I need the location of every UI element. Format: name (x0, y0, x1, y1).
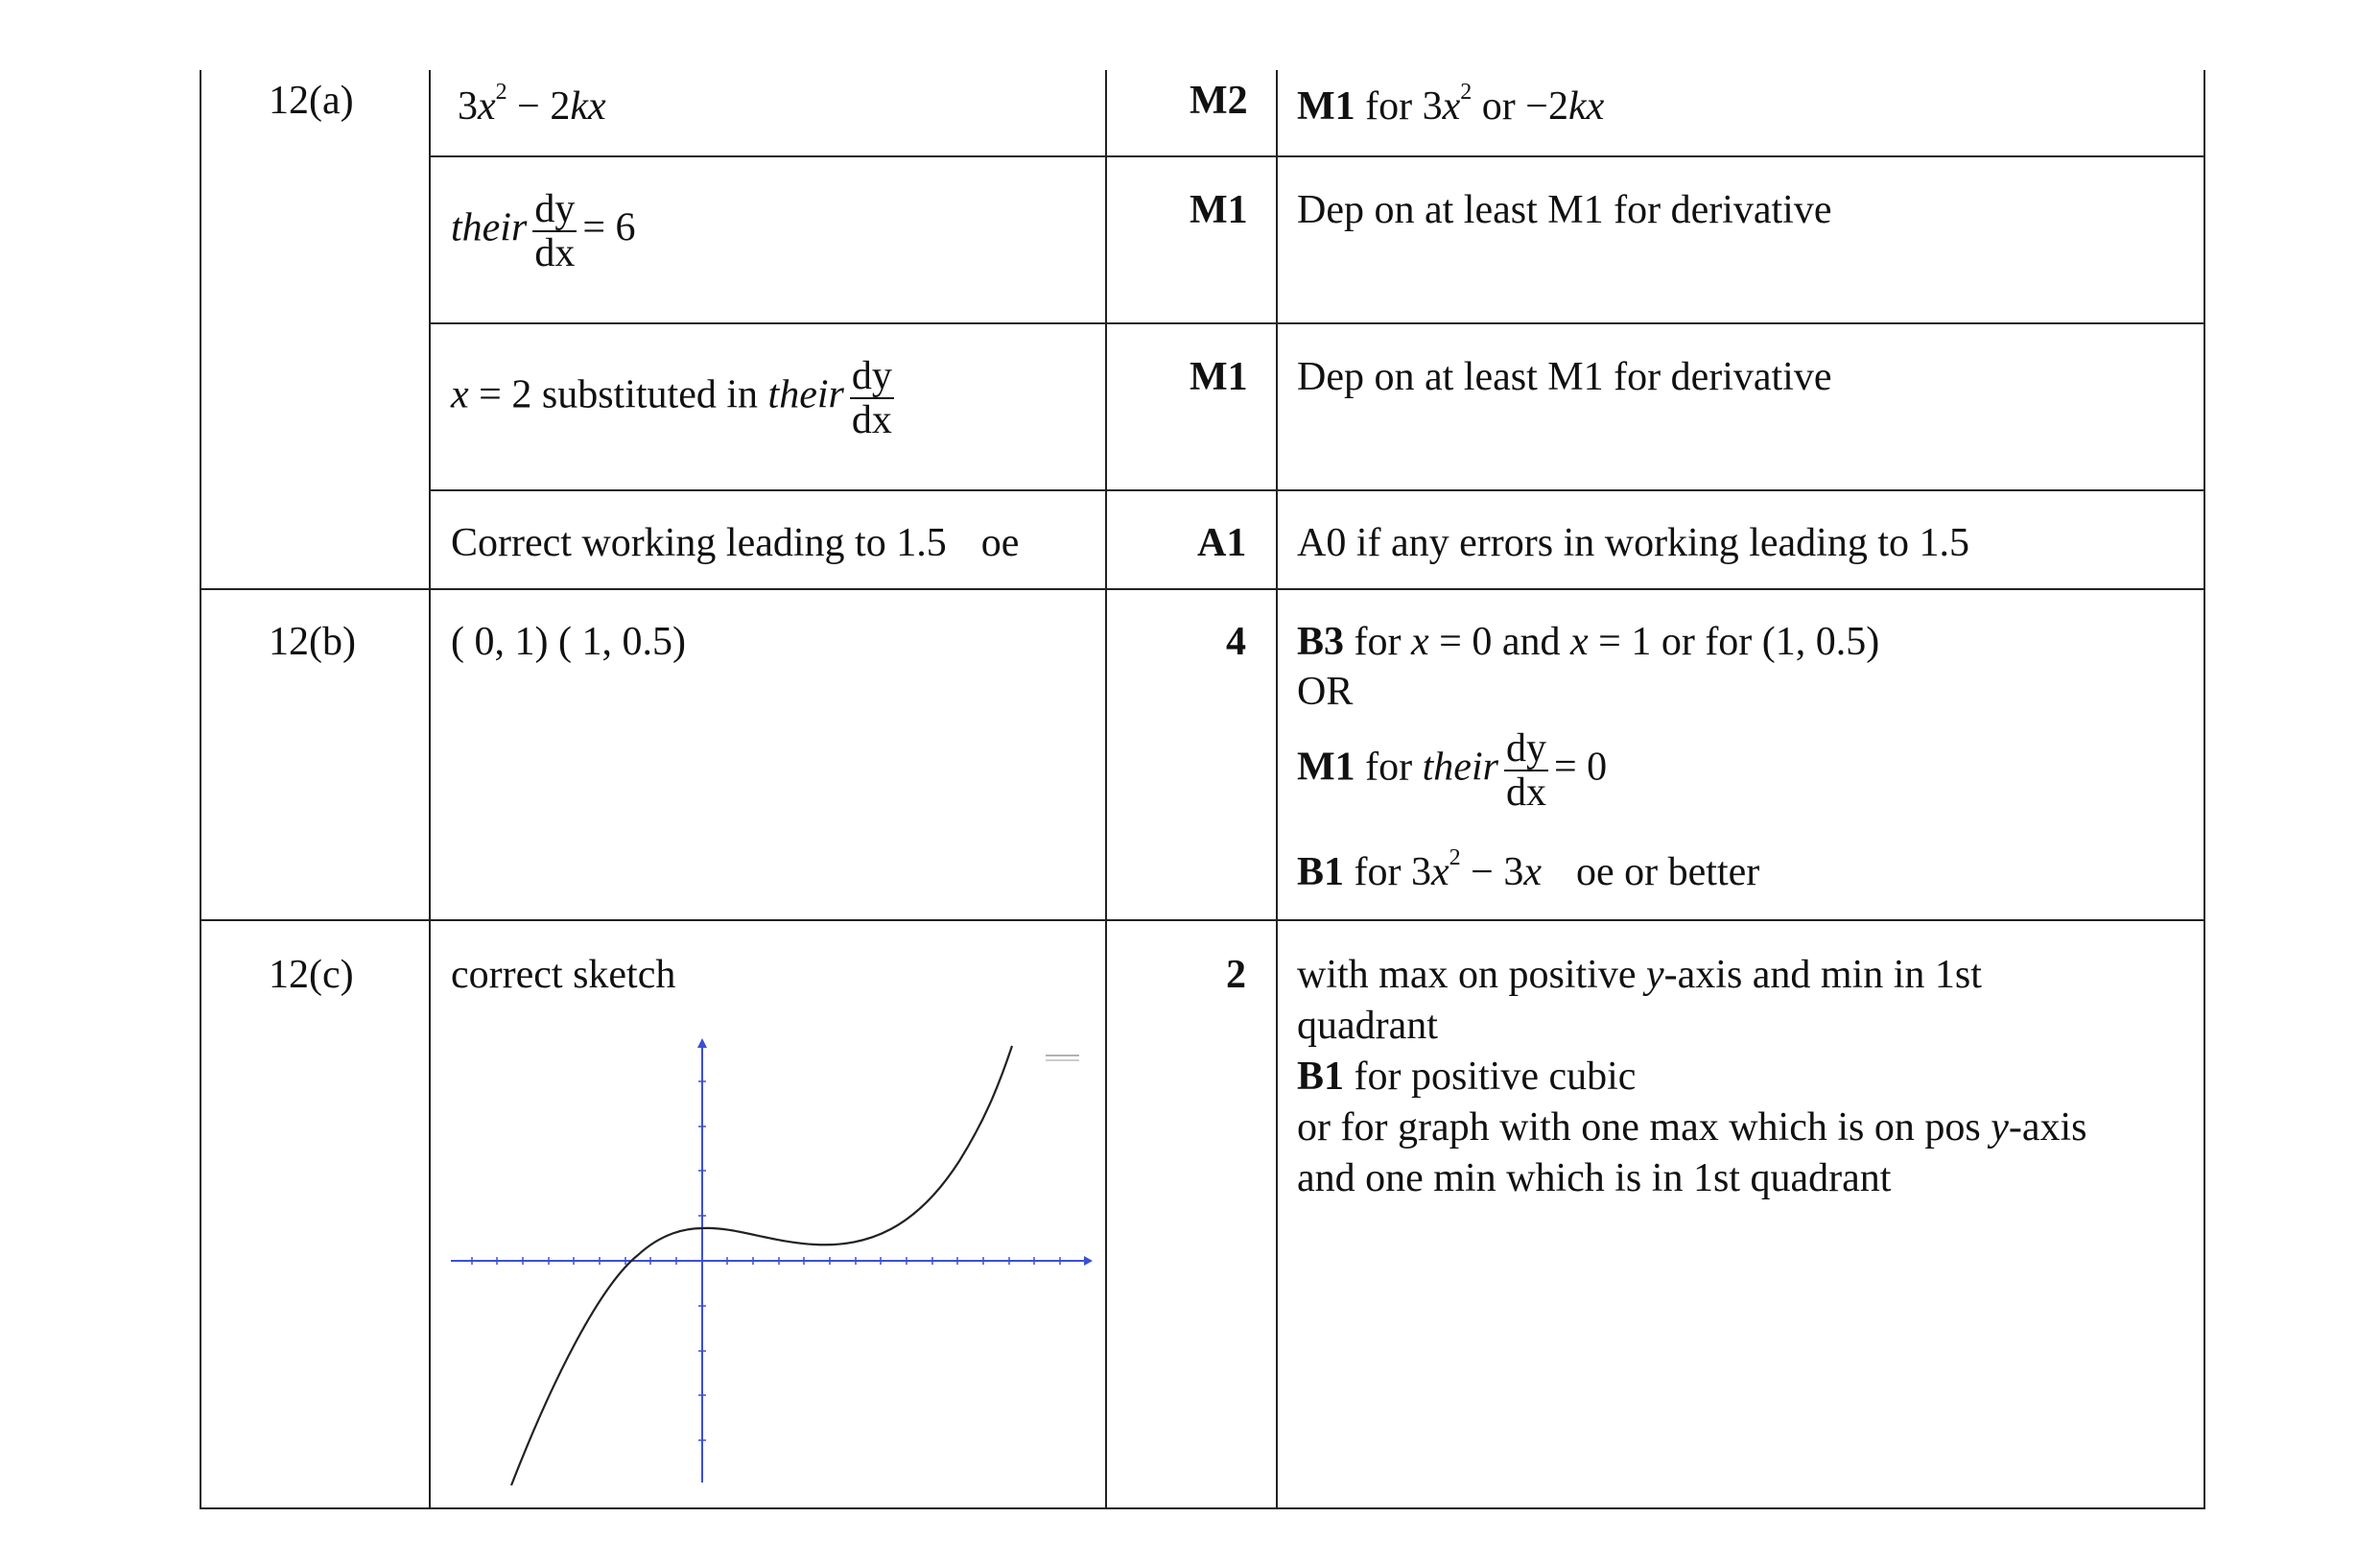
mark-cell: 4 (1226, 620, 1246, 664)
guidance-line: with max on positive y-axis and min in 1st (1297, 953, 1982, 997)
answer-cell: correct sketch (451, 953, 676, 997)
answer-cell: x = 2 substituted in their $\frac{dy}{dx}$ (451, 354, 892, 443)
guidance-line: quadrant (1297, 1004, 1438, 1048)
grid-line (429, 70, 431, 1509)
mark-cell: M1 (1190, 355, 1248, 399)
grid-line (200, 70, 201, 1509)
grid-line (429, 489, 2205, 491)
guidance-cell: A0 if any errors in working leading to 1.5 (1297, 521, 1970, 565)
guidance-line: OR (1297, 670, 1354, 714)
guidance-line: or for graph with one max which is on pos y-axis (1297, 1105, 2087, 1150)
guidance-line: B3 for x = 0 and x = 1 or for (1, 0.5) (1297, 620, 1880, 664)
answer-cell: Correct working leading to 1.5 oe (451, 521, 1020, 565)
derivative-fraction: $\frac{dy}{dx}$ (1505, 726, 1546, 816)
guidance-line: M1 for their $\frac{dy}{dx}$ = 0 (1297, 726, 1608, 816)
grid-line (2203, 70, 2205, 1509)
guidance-cell: M1 for $3x^2$ or −2kx (1297, 80, 1605, 129)
guidance-line: B1 for $3x^2 - 3x$ oe or better (1297, 845, 1760, 894)
question-number: 12(b) (269, 620, 356, 664)
question-number: 12(c) (269, 953, 354, 997)
grid-line (200, 588, 2205, 590)
cubic-sketch (446, 1036, 1098, 1497)
grid-line (429, 322, 2205, 324)
grid-line (1105, 70, 1107, 1509)
answer-cell: $3x^2 - 2kx$ (458, 80, 606, 129)
mark-cell: M1 (1190, 188, 1248, 232)
mark-cell: M2 (1190, 79, 1248, 123)
derivative-fraction: $\frac{dy}{dx}$ (534, 187, 576, 276)
answer-cell: their $\frac{dy}{dx}$ = 6 (451, 187, 636, 276)
guidance-cell: Dep on at least M1 for derivative (1297, 188, 1832, 232)
guidance-cell: Dep on at least M1 for derivative (1297, 355, 1832, 399)
x-axis-arrow (1084, 1256, 1093, 1266)
guidance-line: and one min which is in 1st quadrant (1297, 1156, 1892, 1200)
mark-cell: A1 (1197, 521, 1247, 565)
cubic-curve (511, 1046, 1012, 1485)
grid-line (200, 919, 2205, 921)
mark-cell: 2 (1226, 953, 1246, 997)
grid-line (429, 155, 2205, 157)
answer-cell: ( 0, 1) ( 1, 0.5) (451, 620, 686, 664)
derivative-fraction: $\frac{dy}{dx}$ (851, 354, 892, 443)
grid-line (200, 1507, 2205, 1509)
y-axis-arrow (697, 1038, 707, 1048)
grid-line (1276, 70, 1278, 1509)
guidance-line: B1 for positive cubic (1297, 1055, 1637, 1099)
question-number: 12(a) (269, 79, 354, 123)
